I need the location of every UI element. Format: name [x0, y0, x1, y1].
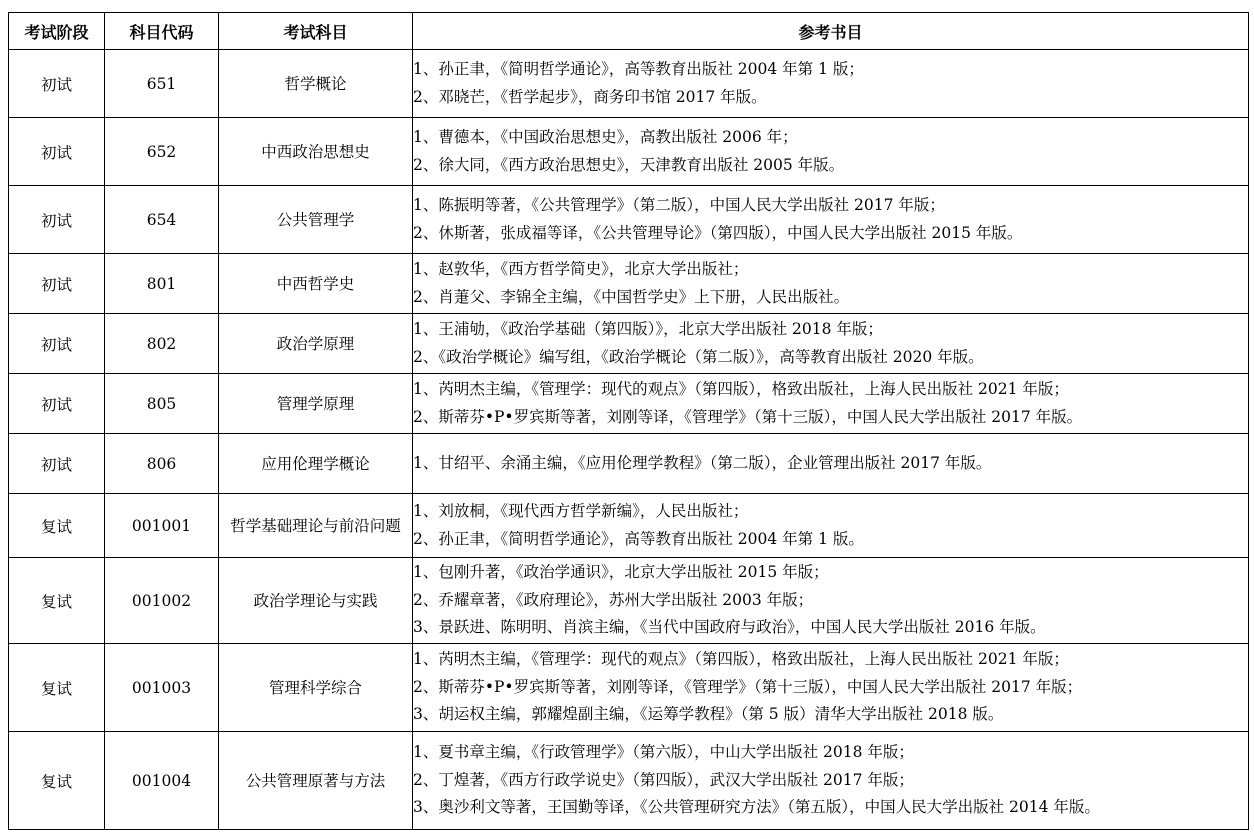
table-row [9, 732, 1249, 830]
subject-name: 政治学理论与实践 [219, 558, 413, 644]
header-stage: 考试阶段 [9, 13, 105, 50]
book-entry: 2、休斯著，张成福等译，《公共管理导论》（第四版），中国人民大学出版社 2015 年版。 [413, 223, 1023, 242]
subject-name: 中西政治思想史 [219, 118, 413, 186]
subject-code: 001002 [105, 558, 219, 644]
header-code: 科目代码 [105, 13, 219, 50]
subject-name: 哲学概论 [219, 50, 413, 118]
reference-list [413, 186, 1249, 254]
book-entry: 2、邓晓芒，《哲学起步》，商务印书馆 2017 年版。 [413, 87, 767, 106]
book-entry: 1、夏书章主编，《行政管理学》（第六版），中山大学出版社 2018 年版； [413, 743, 914, 762]
subject-code: 801 [105, 254, 219, 314]
book-entry: 1、刘放桐，《现代西方哲学新编》，人民出版社； [413, 502, 749, 520]
exam-stage: 初试 [9, 314, 105, 374]
book-entry: 1、芮明杰主编，《管理学：现代的观点》（第四版），格致出版社，上海人民出版社 2021 年版； [413, 650, 1069, 669]
subject-name: 政治学原理 [219, 314, 413, 374]
book-entry: 1、曹德本，《中国政治思想史》，高教出版社 2006 年； [413, 128, 798, 146]
book-entry: 2、孙正聿，《简明哲学通论》，高等教育出版社 2004 年第 1 版。 [413, 529, 864, 548]
reference-list [413, 732, 1249, 830]
reference-list [413, 254, 1249, 314]
book-entry: 2、《政治学概论》编写组，《政治学概论（第二版）》，高等教育出版社 2020 年版。 [413, 347, 984, 366]
subject-code: 805 [105, 374, 219, 434]
header-subject: 考试科目 [219, 13, 413, 50]
subject-name: 管理学原理 [219, 374, 413, 434]
subject-code: 001003 [105, 644, 219, 732]
book-entry: 1、陈振明等著，《公共管理学》（第二版），中国人民大学出版社 2017 年版； [413, 196, 945, 214]
subject-code: 001001 [105, 494, 219, 558]
book-entry: 1、王浦劬，《政治学基础（第四版）》，北京大学出版社 2018 年版； [413, 320, 883, 338]
subject-name: 公共管理学 [219, 186, 413, 254]
book-entry: 1、赵敦华，《西方哲学简史》，北京大学出版社； [413, 260, 749, 278]
table-row [9, 186, 1249, 254]
exam-stage: 初试 [9, 374, 105, 434]
book-entry: 2、斯蒂芬•P•罗宾斯等著，刘刚等译，《管理学》（第十三版），中国人民大学出版社 2017 年版。 [413, 407, 1083, 426]
reference-list [413, 644, 1249, 732]
book-entry: 2、乔耀章著，《政府理论》，苏州大学出版社 2003 年版； [413, 590, 814, 609]
book-entry: 1、芮明杰主编，《管理学：现代的观点》（第四版），格致出版社，上海人民出版社 2021 年版； [413, 380, 1069, 398]
reference-books-table [8, 12, 1249, 830]
subject-code: 652 [105, 118, 219, 186]
reference-list [413, 558, 1249, 644]
exam-stage: 复试 [9, 494, 105, 558]
subject-code: 651 [105, 50, 219, 118]
reference-list [413, 118, 1249, 186]
book-entry: 1、包刚升著，《政治学通识》，北京大学出版社 2015 年版； [413, 563, 829, 582]
table-row [9, 434, 1249, 494]
subject-name: 中西哲学史 [219, 254, 413, 314]
exam-stage: 初试 [9, 434, 105, 494]
book-entry: 3、奥沙利文等著，王国勤等译，《公共管理研究方法》（第五版），中国人民大学出版社 2014 年版。 [413, 798, 1100, 817]
reference-list [413, 314, 1249, 374]
exam-stage: 初试 [9, 118, 105, 186]
table-row [9, 314, 1249, 374]
header-books: 参考书目 [413, 13, 1249, 50]
book-entry: 1、孙正聿，《简明哲学通论》，高等教育出版社 2004 年第 1 版； [413, 60, 864, 78]
book-entry: 2、丁煌著，《西方行政学说史》（第四版），武汉大学出版社 2017 年版； [413, 770, 914, 789]
table-row [9, 644, 1249, 732]
table-row [9, 118, 1249, 186]
book-entry: 2、肖萐父、李锦全主编，《中国哲学史》上下册，人民出版社。 [413, 287, 850, 306]
subject-name: 公共管理原著与方法 [219, 732, 413, 830]
exam-stage: 复试 [9, 558, 105, 644]
book-entry: 2、斯蒂芬•P•罗宾斯等著，刘刚等译，《管理学》（第十三版），中国人民大学出版社 2017 年版； [413, 677, 1083, 696]
reference-list [413, 50, 1249, 118]
table-row [9, 50, 1249, 118]
table-row [9, 374, 1249, 434]
exam-stage: 复试 [9, 644, 105, 732]
subject-code: 001004 [105, 732, 219, 830]
table-row [9, 558, 1249, 644]
subject-code: 806 [105, 434, 219, 494]
table-row [9, 254, 1249, 314]
subject-code: 802 [105, 314, 219, 374]
book-entry: 1、甘绍平、余涌主编，《应用伦理学教程》（第二版），企业管理出版社 2017 年版。 [413, 453, 992, 472]
subject-code: 654 [105, 186, 219, 254]
reference-list [413, 494, 1249, 558]
book-entry: 3、胡运权主编，郭耀煌副主编，《运筹学教程》（第 5 版）清华大学出版社 2018 版。 [413, 705, 1004, 724]
book-entry: 3、景跃进、陈明明、肖滨主编，《当代中国政府与政治》，中国人民大学出版社 2016 年版。 [413, 618, 1046, 637]
subject-name: 应用伦理学概论 [219, 434, 413, 494]
exam-stage: 复试 [9, 732, 105, 830]
exam-stage: 初试 [9, 254, 105, 314]
header-row [9, 13, 1249, 50]
exam-stage: 初试 [9, 50, 105, 118]
exam-stage: 初试 [9, 186, 105, 254]
subject-name: 哲学基础理论与前沿问题 [219, 494, 413, 558]
reference-list [413, 374, 1249, 434]
subject-name: 管理科学综合 [219, 644, 413, 732]
book-entry: 2、徐大同，《西方政治思想史》，天津教育出版社 2005 年版。 [413, 155, 845, 174]
table-body [9, 50, 1249, 830]
table-row [9, 494, 1249, 558]
reference-list [413, 434, 1249, 494]
